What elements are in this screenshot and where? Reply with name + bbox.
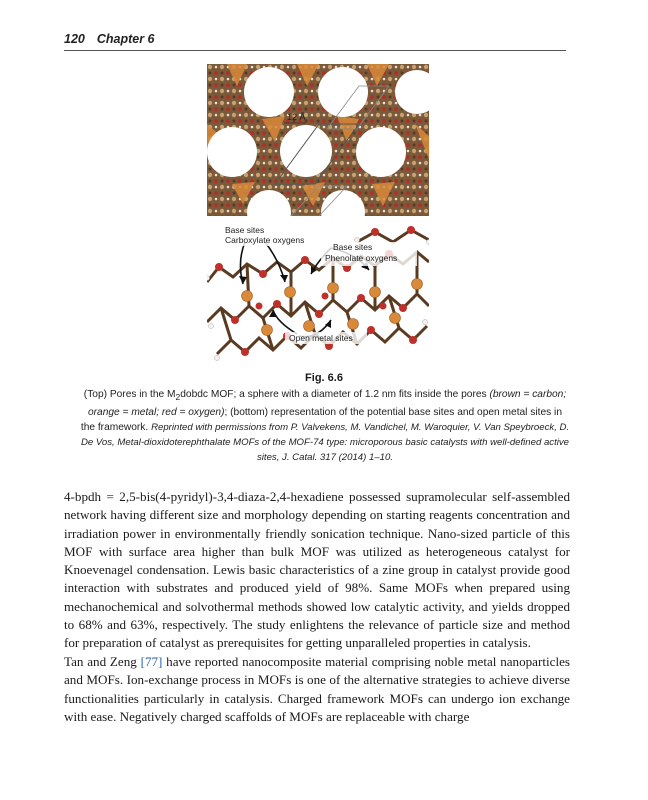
pore-size-label: 12 Å (287, 112, 306, 122)
caption-text-2: dobdc MOF; a sphere with a diameter of 1.2 nm fits inside the pores (180, 389, 487, 400)
paragraph-1 (64, 488, 570, 653)
paragraph-2-rest: have reported nanocomposite material comprising noble metal nanoparticles and MOFs. Ion-exchange process in MOFs is one of the alternative strategies to achieve diverse functionalities particularly in catalysis. Charged framework MOFs can undergo ion exchange with ease. Negatively charged scaffolds of MOFs are replaceable with charge (64, 654, 570, 724)
label-open-metal-sites: Open metal sites (289, 333, 353, 343)
figure-label: Fig. 6.6 (305, 372, 343, 384)
reference-link-77[interactable]: [77] (140, 654, 163, 669)
caption-credit: Reprinted with permissions from P. Valvekens, M. Vandichel, M. Waroquier, V. Van Speybroeck, D. De Vos, Metal-dioxidoterephthalate MOFs of the MOF-74 type: microporous basic catalysts with well-defined active sites, J. Catal. 317 (2014) 1–10. (80, 422, 570, 464)
mof-pore-image (207, 64, 429, 216)
paragraph-2-start: Tan and Zeng (64, 654, 141, 669)
caption-text-3: ; (bottom) representation of the potential base sites and open metal sites in the framework. (80, 407, 562, 434)
caption-subscript: 2 (175, 392, 181, 403)
page-number: 120 (64, 32, 85, 46)
figure-caption (80, 387, 570, 465)
label-base-sites-2: Base sites (333, 242, 373, 252)
paragraph-1-text: 4-bpdh = 2,5-bis(4-pyridyl)-3,4-diaza-2,4-hexadiene possessed supramolecular self-assembled network having different size and morphology depending on starting reagents concentration and irradiation power in environmentally friendly sonication technique. Nano-sized particle of this MOF with surface area higher than bulk MOF was utilized as heterogeneous catalyst for Knoevenagel condensation. Lewis basic characteristics of a zine group in catalyst provide good interaction with substrates and produced yield of 98%. Same MOFs when prepared using mechanochemical and solvothermal methods showed low catalytic activity, and yields dropped to 68% and 63%, respectively. The study enlightens the relevance of particle size and method for preparation of catalyst as prerequisites for getting unparalleled properties in catalysis. (64, 489, 570, 651)
caption-text-1: (Top) Pores in the M (83, 389, 176, 400)
chapter-title: Chapter 6 (96, 32, 155, 46)
paragraph-2 (64, 653, 570, 726)
label-phenolate-oxygens: Phenolate oxygens (325, 253, 398, 263)
label-carboxylate-oxygens: Carboxylate oxygens (225, 235, 305, 245)
base-sites-image (207, 222, 429, 364)
label-base-sites-1: Base sites (225, 225, 265, 235)
page-header (64, 30, 566, 51)
figure-6-6 (207, 64, 429, 364)
caption-color-key: (brown = carbon; orange = metal; red = oxygen) (87, 389, 567, 419)
